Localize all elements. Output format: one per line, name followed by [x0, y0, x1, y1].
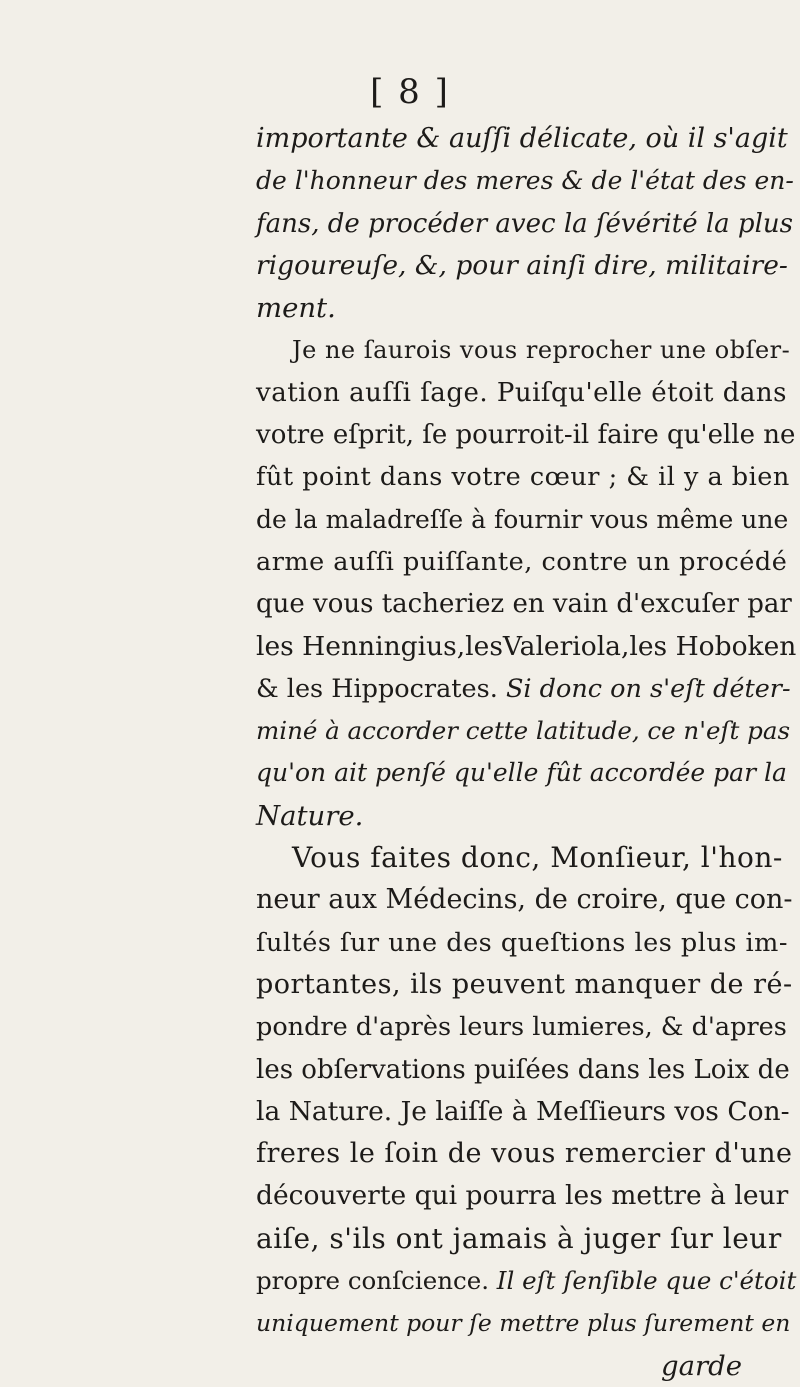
text-line-19: neur aux Médecins, de croire, que con-: [256, 884, 793, 916]
text-line-24: la Nature. Je laiſſe à Meſſieurs vos Con-: [256, 1095, 790, 1127]
text-line-23: les obſervations puiſées dans les Loix de: [256, 1054, 790, 1085]
text-line-8: votre eſprit, ſe pourroit-il faire qu'elle ne: [256, 420, 796, 451]
text-line-7: vation auſſi ſage. Puiſqu'elle étoit dans: [256, 377, 788, 408]
text-line-2: de l'honneur des meres & de l'état des en-: [256, 166, 794, 196]
page-number: [ 8 ]: [370, 72, 450, 112]
text-line-16: qu'on ait penſé qu'elle fût accordée par la: [256, 758, 787, 788]
text-line-28-roman: propre conſcience.: [256, 1266, 489, 1296]
text-line-12: que vous tacheriez en vain d'excuſer par: [256, 589, 792, 620]
text-line-13: les Henningius,lesValeriola,les Hoboken: [256, 630, 797, 662]
text-line-26: découverte qui pourra les mettre à leur: [256, 1180, 789, 1212]
text-line-14: [256, 668, 796, 710]
text-line-28-italic: Il eſt ſenſible que c'étoit: [496, 1266, 797, 1296]
text-line-14-roman: & les Hippocrates.: [256, 673, 498, 704]
text-line-4: rigoureuſe, &, pour ainſi dire, militaire-: [256, 249, 788, 281]
text-line-11: arme auſſi puiſſante, contre un procédé: [256, 546, 788, 577]
text-line-22: pondre d'après leurs lumieres, & d'apres: [256, 1012, 787, 1043]
text-line-25: freres le ſoin de vous remercier d'une: [256, 1138, 793, 1170]
text-line-18: Vous faites donc, Monſieur, l'hon-: [292, 841, 783, 875]
catchword: garde: [660, 1349, 742, 1382]
text-line-6: Je ne ſaurois vous reprocher une obſer-: [292, 336, 791, 365]
body-text: [256, 118, 796, 1387]
text-line-28: [256, 1260, 796, 1302]
text-line-15: miné à accorder cette latitude, ce n'eſt pas: [256, 716, 791, 746]
text-line-21: portantes, ils peuvent manquer de ré-: [256, 968, 793, 1000]
text-line-1: importante & auſſi délicate, où il s'agit: [256, 123, 788, 154]
text-line-17: Nature.: [256, 799, 364, 832]
text-line-29: uniquement pour ſe mettre plus ſurement en: [256, 1309, 791, 1338]
text-line-10: de la maladreſſe à fournir vous même une: [256, 504, 789, 534]
text-line-27: aiſe, s'ils ont jamais à juger ſur leur: [256, 1221, 782, 1255]
text-line-3: fans, de procéder avec la ſévérité la plus: [256, 208, 793, 239]
text-line-20: ſultés ſur une des queſtions les plus im-: [256, 927, 788, 958]
text-line-14-italic: Si donc on s'eſt déter-: [505, 673, 791, 704]
text-line-5: ment.: [256, 292, 336, 325]
text-line-9: fût point dans votre cœur ; & il y a bien: [256, 462, 790, 493]
